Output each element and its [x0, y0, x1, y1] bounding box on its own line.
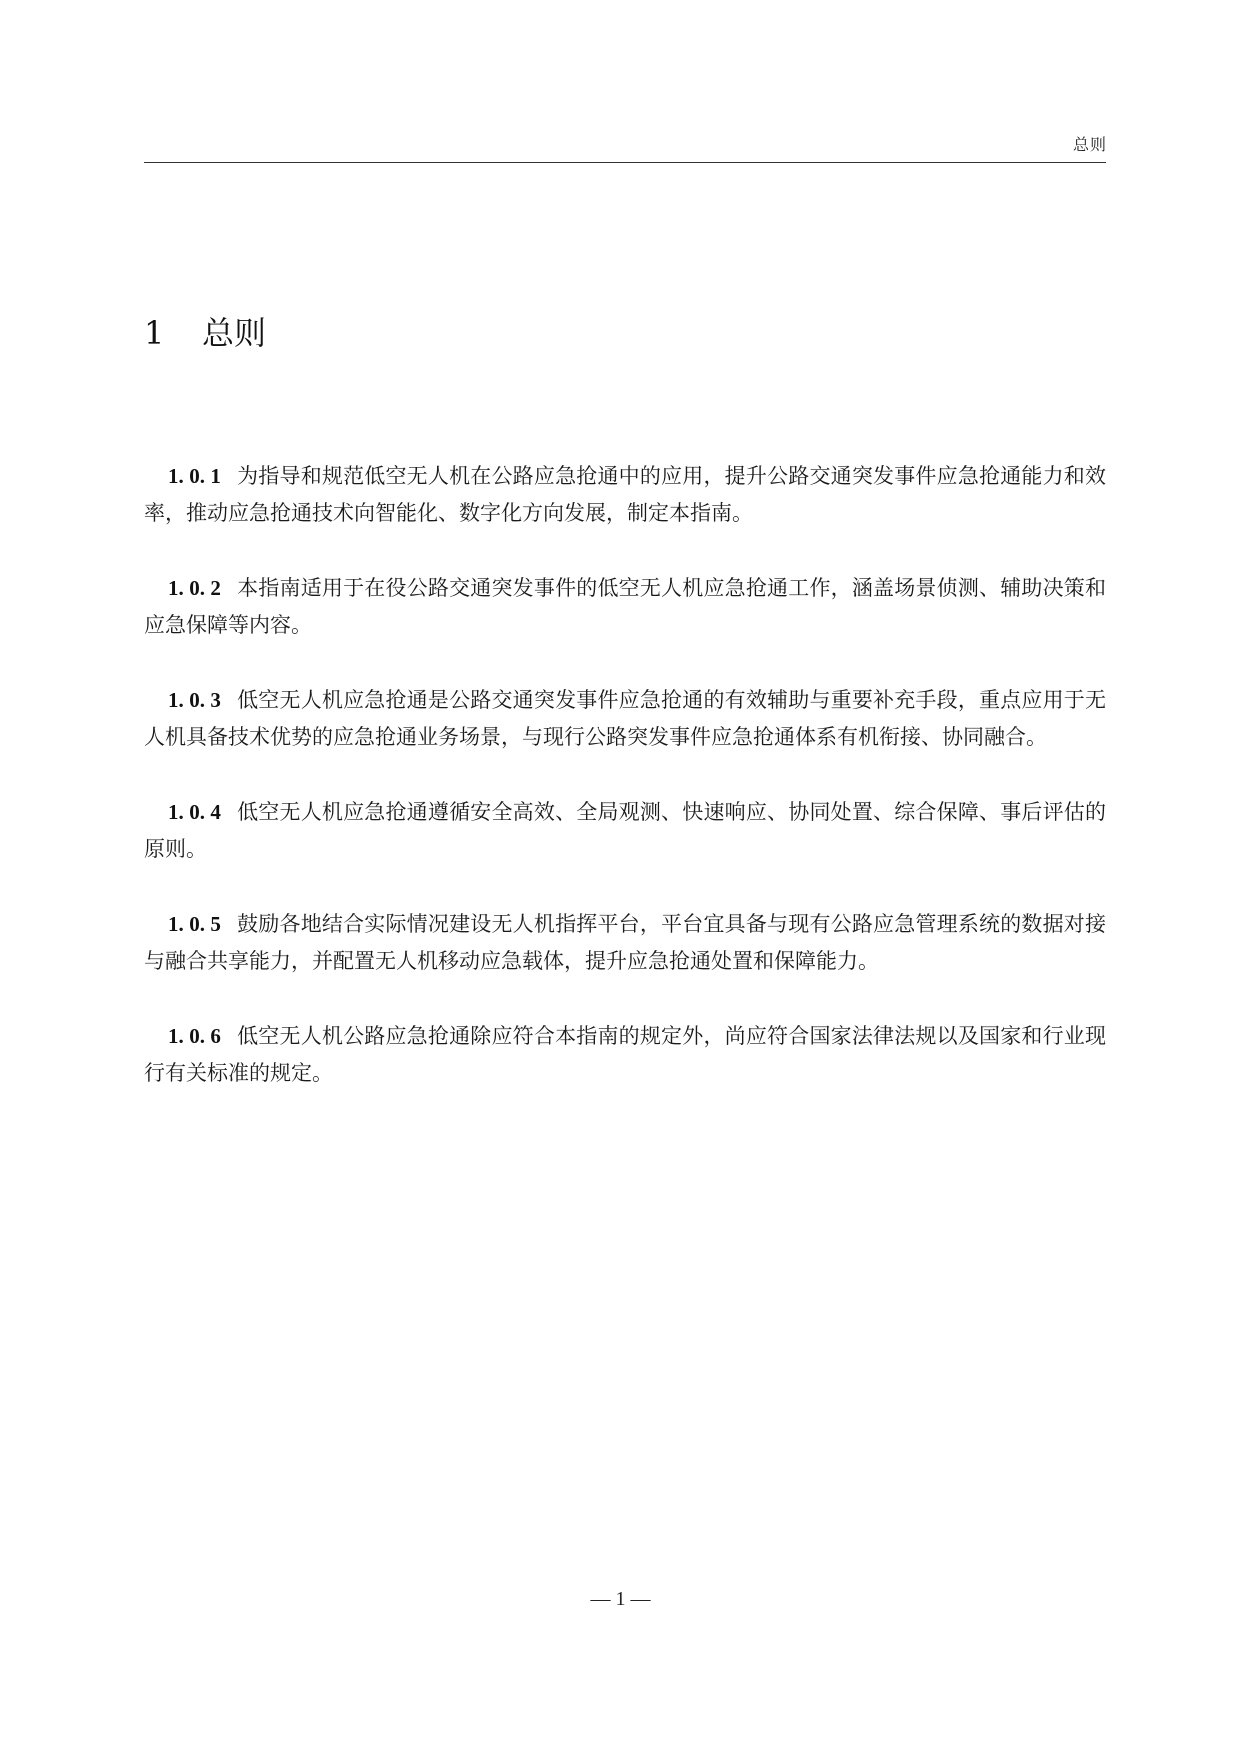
clause-1-0-5	[144, 906, 1106, 980]
clause-text: 低空无人机应急抢通遵循安全高效、全局观测、快速响应、协同处置、综合保障、事后评估的原则。	[144, 800, 1107, 861]
clause-number: 1. 0. 5	[168, 912, 221, 936]
clause-1-0-2	[144, 570, 1106, 644]
clause-number: 1. 0. 1	[168, 464, 221, 488]
clause-1-0-4	[144, 794, 1106, 868]
chapter-title	[144, 308, 266, 354]
clause-text: 低空无人机公路应急抢通除应符合本指南的规定外，尚应符合国家法律法规以及国家和行业现行有关标准的规定。	[144, 1024, 1107, 1085]
chapter-number: 1	[144, 314, 165, 352]
clause-list	[144, 458, 1106, 1130]
header-rule	[144, 162, 1106, 163]
clause-1-0-6	[144, 1018, 1106, 1092]
clause-number: 1. 0. 2	[168, 576, 221, 600]
clause-text: 鼓励各地结合实际情况建设无人机指挥平台，平台宜具备与现有公路应急管理系统的数据对接与融合共享能力，并配置无人机移动应急载体，提升应急抢通处置和保障能力。	[144, 912, 1107, 973]
page-number: — 1 —	[590, 1588, 651, 1610]
clause-number: 1. 0. 3	[168, 688, 221, 712]
clause-1-0-1	[144, 458, 1106, 532]
clause-text: 本指南适用于在役公路交通突发事件的低空无人机应急抢通工作，涵盖场景侦测、辅助决策和应急保障等内容。	[144, 576, 1107, 637]
clause-number: 1. 0. 4	[168, 800, 221, 824]
running-header: 总则	[1072, 135, 1107, 154]
clause-text: 低空无人机应急抢通是公路交通突发事件应急抢通的有效辅助与重要补充手段，重点应用于无人机具备技术优势的应急抢通业务场景，与现行公路突发事件应急抢通体系有机衔接、协同融合。	[144, 688, 1107, 749]
clause-text: 为指导和规范低空无人机在公路应急抢通中的应用，提升公路交通突发事件应急抢通能力和效率，推动应急抢通技术向智能化、数字化方向发展，制定本指南。	[144, 464, 1107, 525]
chapter-title-text: 总则	[202, 314, 267, 352]
clause-number: 1. 0. 6	[168, 1024, 221, 1048]
clause-1-0-3	[144, 682, 1106, 756]
